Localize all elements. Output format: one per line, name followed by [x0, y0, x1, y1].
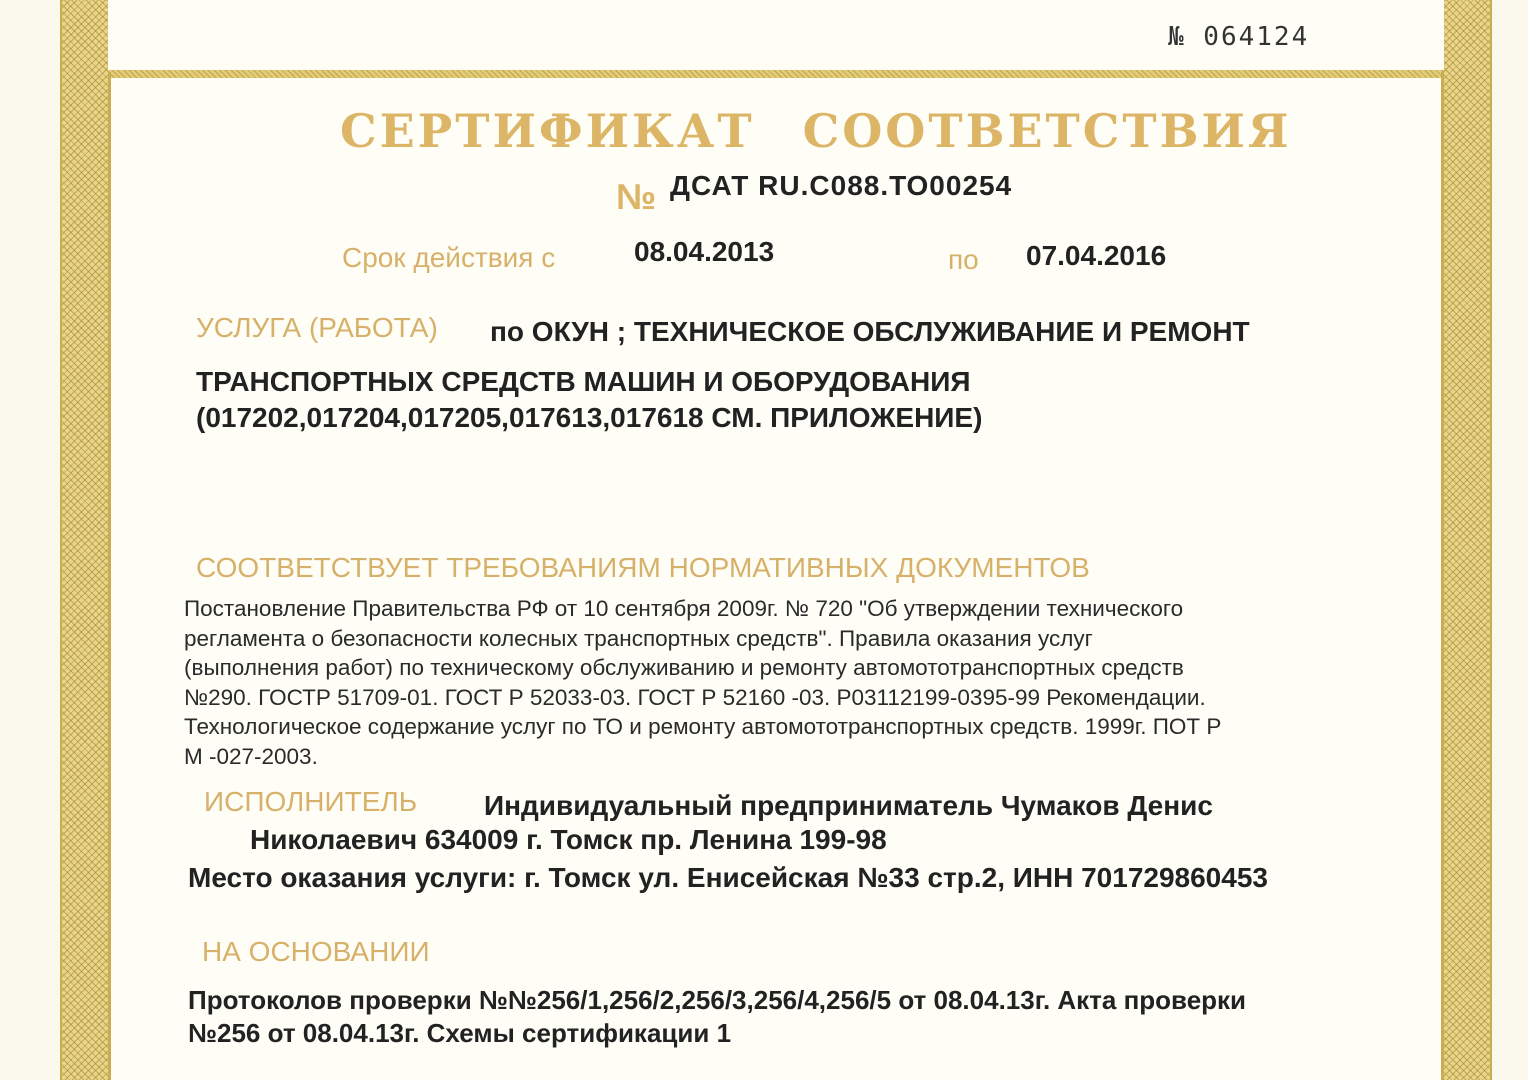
- executor-label: ИСПОЛНИТЕЛЬ: [204, 786, 418, 817]
- conformity-label: СООТВЕТСТВУЕТ ТРЕБОВАНИЯМ НОРМАТИВНЫХ ДОКУМЕНТОВ: [196, 552, 1090, 583]
- normative-line: №290. ГОСТР 51709-01. ГОСТ Р 52033-03. ГОСТ Р 52160 -03. Р03112199-0395-99 Рекомендации.: [184, 684, 1206, 710]
- normative-line: (выполнения работ) по техническому обслуживанию и ремонту автомототранспортных средств: [184, 655, 1184, 680]
- validity-to-label: по: [948, 244, 979, 275]
- border-outer-line-right: [1490, 0, 1492, 1080]
- blank-number: № 064124: [1168, 22, 1310, 52]
- validity-date-from: 08.04.2013: [634, 236, 775, 267]
- ornamental-border-right: [1444, 0, 1490, 1080]
- border-inner-line-left: [108, 72, 111, 1080]
- service-label: УСЛУГА (РАБОТА): [196, 312, 438, 343]
- executor-line-2: Николаевич 634009 г. Томск пр. Ленина 199-98: [250, 824, 887, 855]
- service-line-2: ТРАНСПОРТНЫХ СРЕДСТВ МАШИН И ОБОРУДОВАНИЯ: [196, 366, 971, 397]
- normative-line: Постановление Правительства РФ от 10 сентября 2009г. № 720 "Об утверждении технического: [184, 596, 1184, 621]
- validity-from-label: Срок действия с: [342, 242, 556, 273]
- paper-edge-right: [1492, 0, 1528, 1080]
- normative-documents: [184, 594, 1414, 771]
- certificate-title: [340, 104, 1292, 158]
- basis-line-2: №256 от 08.04.13г. Схемы сертификации 1: [188, 1018, 732, 1048]
- normative-line: регламента о безопасности колесных транспортных средств". Правила оказания услуг: [184, 625, 1093, 651]
- executor-line-1: Индивидуальный предприниматель Чумаков Денис: [484, 790, 1213, 821]
- border-inner-line-right: [1441, 72, 1444, 1080]
- service-line-1: по ОКУН ; ТЕХНИЧЕСКОЕ ОБСЛУЖИВАНИЕ И РЕМОНТ: [490, 316, 1250, 347]
- normative-line: Технологическое содержание услуг по ТО и ремонту автомототранспортных средств. 1999г. ПОТ Р: [184, 714, 1222, 739]
- ornamental-border-left: [62, 0, 108, 1080]
- validity-date-to: 07.04.2016: [1026, 240, 1167, 271]
- title-word-2: СООТВЕТСТВИЯ: [802, 104, 1292, 158]
- service-line-3: (017202,017204,017205,017613,017618 СМ. ПРИЛОЖЕНИЕ): [196, 402, 983, 433]
- basis-line-1: Протоколов проверки №№256/1,256/2,256/3,256/4,256/5 от 08.04.13г. Акта проверки: [188, 985, 1247, 1015]
- service-location: Место оказания услуги: г. Томск ул. Енисейская №33 стр.2, ИНН 701729860453: [188, 862, 1268, 893]
- normative-line: М -027-2003.: [184, 743, 318, 769]
- title-word-1: СЕРТИФИКАТ: [340, 104, 755, 158]
- certificate-number-sign: №: [616, 176, 657, 217]
- ornamental-border-top: [108, 70, 1444, 78]
- basis-label: НА ОСНОВАНИИ: [202, 936, 430, 967]
- paper-edge-left: [0, 0, 60, 1080]
- certificate-number: ДСАТ RU.С088.ТО00254: [670, 170, 1013, 201]
